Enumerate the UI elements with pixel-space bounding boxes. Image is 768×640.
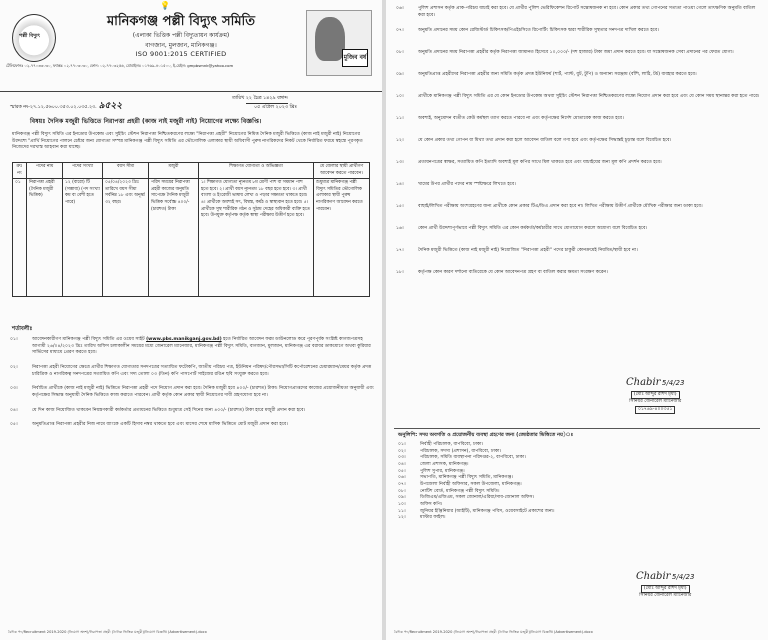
cell-wage: পরিদ সময়ের নিরাপত্তা প্রহরী কাজের অনুমতি সাপেক্ষে দৈনিক মজুরী ভিত্তিক সর্বোচ্চ ৪০০/- (চারশত) টাকা — [149, 179, 199, 297]
condition-text — [32, 337, 374, 357]
condition-text: অনুমতি প্রদানের সময় নিরাপত্তা প্রহরীর কর্তৃক নিরাপত্তা জামানত হিসেবে ১০,০০০/- (দশ হাজার) টাকা জমা প্রদান করতে হবে। যা সন্তোষজনক সেবা প্রদানের পর ফেরত যোগ্য। — [418, 50, 734, 55]
table-row — [13, 179, 370, 297]
condition-number: ০৪। — [10, 407, 18, 413]
condition-text: প্রার্থীকে মানিকগঞ্জ পল্লী বিদ্যুৎ সমিতি এর যে কোন ইনডোর উপকেন্দ্র অথবা সুইচিং স্টেশন নিরাপত্তা নিশ্চিতকরণের লক্ষ্যে নিয়োগ প্রদান করা হবে এবং যে কোন সময় স্থানান্তর করা হতে পারে। — [418, 94, 760, 99]
list-text: পুলিশ সুপার, মানিকগঞ্জ। — [420, 468, 465, 474]
condition-text: কোন প্রার্থী উদ্দেশ্যপূর্ণভাবে পল্লী বিদ্যুৎ সমিতি এর কোন কর্মকর্তা/কর্মচারীর সাথে যোগাযোগ করলে অযোগ্য বলে বিবেচিত হবে। — [418, 226, 648, 231]
condition-number: ১৩। — [396, 160, 404, 165]
condition-number: ১৪। — [396, 182, 404, 187]
list-number: ১১। — [398, 508, 406, 514]
condition-number: ০২। — [10, 364, 18, 370]
iso-certification: ISO 9001:2015 CERTIFIED — [135, 50, 227, 58]
header-district: যে জেলার স্থায়ী প্রার্থীগণ আবেদন করতে পারবেন। — [314, 163, 370, 179]
list-item — [398, 502, 760, 509]
list-number: ০৭। — [398, 481, 406, 487]
condition-item — [396, 116, 760, 136]
list-item — [398, 462, 760, 469]
condition-text-b: হতে নির্ধারিত আবেদন ফরম ডাউনলোড করে পূরণপূর্বক সংশ্লিষ্ট কাগজপত্রসহ আগামী ২৬/০৪/২০২৩ খ্রিঃ তারিখ অফিস চলাকালীন সময়ের মধ্যে জেনারেল ম্যানেজার, মানিকগঞ্জ পল্লী বিদ্যুৎ সমিতি, বাগজান, মুলজান, মানিকগঞ্জ এর বরাবর ডাকযোগে অথবা কুরিয়ার সার্ভিসের মাধ্যমে প্রেরণ করতে হবে। — [32, 337, 371, 356]
table-header-row — [13, 163, 370, 179]
condition-number: ০৫। — [10, 422, 18, 428]
signature-mark: Chabir — [626, 377, 661, 388]
header-wage: মজুরী — [149, 163, 199, 179]
memo-prefix: স্মারক নং-২৭.১২.৫৬০০.৩৫৩.০২.০৩৫.২৩. — [10, 105, 97, 110]
condition-number: ০১। — [10, 337, 18, 342]
list-number: ০৮। — [398, 488, 406, 494]
signatory-phone: ০১৭৬৯-৪০০৩৫১ — [635, 406, 675, 415]
header-age: বয়স সীমা — [103, 163, 149, 179]
portrait-badge: মুজিব বর্ষ — [342, 49, 368, 67]
condition-item — [10, 386, 374, 399]
condition-text-a: আবেদনকারীগণ মানিকগঞ্জ পল্লী বিদ্যুৎ সমিতি এর ওয়েব সাইট — [32, 337, 145, 342]
copy-distribution-list — [398, 442, 760, 522]
advertisement-page-2 — [386, 0, 768, 640]
list-text: নির্বাহী পরিচালক, বাপবিবো, ঢাকা। — [420, 442, 484, 447]
condition-number: ১২। — [396, 138, 404, 143]
list-text: সভাপতি, মানিকগঞ্জ পল্লী বিদ্যুৎ সমিতি, মানিকগঞ্জ। — [420, 475, 514, 481]
signature-block-2 — [636, 570, 694, 600]
list-item — [398, 495, 760, 502]
condition-item — [10, 365, 374, 378]
condition-text: বাছাই/লিখিত পরীক্ষায় অংশগ্রহণের জন্য প্রার্থীকে কোন প্রকার টিএ/ডিএ প্রদান করা হবে না। লিখিত পরীক্ষায় উত্তীর্ণ প্রার্থীকে মৌখিক পরীক্ষার জন্য ডাকা হবে। — [418, 204, 703, 209]
list-text: উপজেলা নির্বাহী অফিসার, সকল উপজেলা, মানিকগঞ্জ। — [420, 481, 522, 487]
condition-item — [396, 6, 760, 26]
list-text: মাস্টার ফাইল। — [420, 515, 446, 521]
list-text: অফিস কপি। — [420, 501, 443, 507]
list-number: ০২। — [398, 448, 406, 454]
condition-number: ১৭। — [396, 248, 404, 253]
cell-age: ০৫/০৪/২০২৩ খ্রিঃ তারিখে বয়স সীমা সর্বনিম্ন ১৮ এবং অনূর্ধ্ব ৩২ বছর। — [103, 179, 149, 297]
file-path-footer: বৈদিক পদ/Recruitment 2019-2020 (নিয়োগ অংশ)/নিরাপত্তা প্রহরী (দৈনিক ভিত্তিক মজুরী)/নিয়োগ বিজ্ঞপ্তি (Advertisement).docx — [394, 630, 593, 634]
date-bangla: ২২ চৈত্র ১৪২৯ বঙ্গাব্দ — [246, 95, 288, 104]
cell-sl: ০১ — [13, 179, 27, 297]
list-number: ০৩। — [398, 455, 406, 461]
bulb-icon: 💡 — [160, 1, 170, 10]
condition-item — [396, 226, 760, 246]
list-item — [398, 509, 760, 516]
signature-scrawl — [626, 376, 684, 391]
header-count: পদের সংখ্যা — [63, 163, 103, 179]
contact-line: টেলিফোনঃ ০২-৭৭০৩৩০৩০, ফ্যাক্সঃ ০২-৭৭০৩০৩০, ফোন: ০২-৭৭০৩২৫৬, মোবাইলঃ ০১৭৬৯-৪০১৫০০, ই-মেইল: gmpbsmnk@yahoo.com — [6, 63, 234, 68]
divider — [394, 428, 760, 429]
condition-number: ০৩। — [10, 386, 18, 392]
condition-text: অনুমতিপ্রাপ্ত প্রহরীদের নিরাপত্তা প্রহরীর জন্য সমিতি কর্তৃক প্রদত্ত ইউনিফর্ম (শার্ট, প্যান্ট, বুট, টুপি) ও অন্যান্য সরঞ্জাম (বাঁশি, লাঠি, টর্চ) ব্যবহার করতে হবে। — [418, 72, 697, 77]
condition-number: ০৬। — [396, 6, 404, 11]
pbs-logo — [12, 14, 56, 62]
condition-text: কর্তৃপক্ষ কোন কারণ দর্শানো ব্যতিরেকে যে কোন আবেদনপত্র গ্রহণ বা বাতিল করার ক্ষমতা সংরক্ষণ করেন। — [418, 270, 608, 275]
condition-number: ১৫। — [396, 204, 404, 209]
condition-item — [396, 50, 760, 70]
organization-address: বাগজান, মুলজান, মানিকগঞ্জ। — [145, 42, 217, 49]
cell-count: ১২ (বারো) টি (সম্ভাব্য) (পদ সংখ্যা কম বা বেশী হতে পারে) — [63, 179, 103, 297]
condition-text: নির্বাচিত প্রার্থীকে (কাজ নাই মজুরী নাই) ভিত্তিতে নিরাপত্তা প্রহরী পদে নিয়োগ প্রদান করা হবে। দৈনিক মজুরী হবে ৪০০/- (চারশত) টাকা। নিয়োগপ্রাপ্তদের কাজের প্রয়োজনীয়তা অনুযায়ী এবং কর্তৃপক্ষের সিদ্ধান্ত অনুযায়ী দৈনিক ভিত্তিতে কাজ করাতে পারবেন। প্রার্থী কর্তৃক কোন প্রকার স্থায়ী নিয়োগের দাবী গ্রহণযোগ্য হবে না। — [32, 386, 374, 398]
file-path-footer: বৈদিক পদ/Recruitment 2019-2020 (নিয়োগ অংশ)/নিরাপত্তা প্রহরী (দৈনিক ভিত্তিক মজুরী)/নিয়োগ বিজ্ঞপ্তি (Advertisement).docx — [8, 630, 207, 634]
condition-item — [10, 408, 374, 415]
intro-paragraph: মানিকগঞ্জ পল্লী বিদ্যুৎ সমিতি এর ইনডোর উপকেন্দ্র এবং সুইচিং স্টেশন নিরাপত্তা নিশ্চিতকরণের লক্ষ্যে "নিরাপত্তা প্রহরী" নিয়োগের নিমিত্ত দৈনিক মজুরী ভিত্তিতে (কাজ নাই মজুরী নাই) নিয়োগের উদ্দেশ্যে "প্রার্থি নিয়োগের পালনে চেষ্টার জন্য যোগ্যতা সম্পন্ন মানিকগঞ্জ পল্লী বিদ্যুৎ সমিতি এর ভৌগোলিক এলাকার স্থায়ী অধিবাসী পুরুষ নাগরিকদের নিকট থেকে নির্ধারিত ফরমে স্বহস্তে পূরণকৃত নিজেদের দরখাস্ত আহবান করা যাচ্ছে। — [12, 132, 363, 151]
cell-district: শুধুমাত্র মানিকগঞ্জ পল্লী বিদ্যুৎ সমিতির ভৌগোলিক এলাকার স্থায়ী পুরুষ নাগরিকগণ আবেদন করতে পারবেন। — [314, 179, 370, 297]
vacancy-table — [12, 162, 370, 297]
signature-block-1 — [626, 376, 684, 414]
list-item — [398, 482, 760, 489]
logo-text: পল্লী বিদ্যুৎ — [19, 33, 41, 39]
condition-item — [396, 72, 760, 92]
organization-name: মানিকগঞ্জ পল্লী বিদ্যুৎ সমিতি — [106, 14, 256, 29]
conditions-title: শর্তাবলীঃ — [12, 326, 33, 332]
list-text: নোটিশ বোর্ড, মানিকগঞ্জ পল্লী বিদ্যুৎ সমিতি। — [420, 488, 500, 494]
list-text: পরিচালক, সমিতি ব্যবস্থাপনা পরিদপ্তর-২, বাপবিবো, ঢাকা। — [420, 455, 526, 461]
condition-text: নিরাপত্তা প্রহরী নিয়োগের ক্ষেত্রে প্রার্থীর শিক্ষাগত যোগ্যতার সনদপত্রের সত্যায়িত ফটোকপি, জাতীয় পরিচয় পত্র, ইউনিয়ন পরিষদ/পৌরসভা/সিটি কর্পোরেশনের চেয়ারম্যান/মেয়র কর্তৃক প্রদত্ত চারিত্রিক ও নাগরিকত্ব সনদপত্রের সত্যায়িত কপি এবং সদ্য তোলা ০৩ (তিন) কপি পাসপোর্ট সাইজের রঙিন ছবি সংযুক্ত করতে হবে। — [32, 364, 372, 377]
signature-scrawl — [636, 570, 694, 585]
signature-mark: Chabir — [636, 571, 671, 582]
conditions-list-continued — [396, 6, 760, 292]
portrait-face — [315, 17, 345, 61]
advertisement-page-1 — [0, 0, 382, 640]
header-sl: ক্রঃ নং — [13, 163, 27, 179]
organization-subtitle: (এলাকা ভিত্তিক পল্লী বিদ্যুতায়ন কার্যক্রম) — [132, 32, 230, 39]
list-item — [398, 515, 760, 522]
letterhead — [0, 0, 382, 92]
condition-item — [396, 160, 760, 180]
list-number: ০৪। — [398, 461, 406, 467]
condition-text: অবশ্যই, অনুমোদন ব্যতীত কেউ কর্মস্থল ত্যাগ করতে পারবে না এবং কর্তৃপক্ষের নির্দেশ মোতাবেক কাজ করতে হবে। — [418, 116, 624, 121]
signature-date: 5/4/23 — [671, 573, 695, 581]
condition-number: ০৭। — [396, 28, 404, 33]
condition-text: পুলিশ প্রশাসন কর্তৃক প্রাক-পরিচয় যাচাই করা হবে। যে প্রার্থীর পুলিশ ভেরিফিকেশন রিপোর্ট সন্তোষজনক না হবে। কোন প্রকার তথ্য গোপনের সত্যতা পাওয়া গেলে তাৎক্ষণিক অনুমতি বাতিল করা হবে। — [418, 6, 756, 18]
list-number: ১০। — [398, 501, 406, 507]
cell-qualification: ১। শিক্ষাগত যোগ্যতা ন্যূনতম ৮ম শ্রেণী পাশ বা সমমান পাশ হতে হবে। ২। প্রার্থী বয়স ন্যূনতম ১৮ বছর হতে হবে। ৩। প্রার্থী বাংলা ও ইংরেজী ভাষায় লেখা ও পড়ার সক্ষমতা থাকতে হবে। ৪। প্রার্থীকে অবশ্যই সৎ, বিশ্বস্ত, কর্মঠ ও স্বাস্থ্যবান হতে হবে। ৫। প্রার্থীকে সুস্থ শারীরিক গঠন ও সুঠাম দেহের অধিকারী ব্যক্তি হতে হবে। উপযুক্ত কর্তৃপক্ষ কর্তৃক স্বাস্থ্য পরীক্ষায় উত্তীর্ণ হতে হবে। — [199, 179, 314, 297]
list-number: ০১। — [398, 442, 406, 447]
condition-item — [396, 204, 760, 224]
subject-line: বিষয়ঃ দৈনিক মজুরী ভিত্তিতে নিরাপত্তা প্রহরী (কাজ নাই মজুরী নাই) নিয়োগের লক্ষ্যে বিজ্ঞপ্তি। — [30, 118, 262, 125]
condition-text: যে দিন কাজ নিয়োজিত থাকবেন নিয়ন্ত্রণকারী কর্মকর্তার প্রত্যয়নের ভিত্তিতে শুধুমাত্র সেই দিনের জন্য ৪০০/- (চারশত) টাকা হারে মজুরী প্রদান করা হবে। — [32, 407, 306, 413]
condition-item — [396, 28, 760, 48]
condition-item — [396, 270, 760, 290]
signature-date: 5/4/23 — [661, 379, 685, 387]
list-number: ১২। — [398, 515, 406, 521]
memo-dates — [232, 95, 297, 112]
list-number: ০৫। — [398, 468, 406, 474]
header-qualification: শিক্ষাগত যোগ্যতা ও অভিজ্ঞতা — [199, 163, 314, 179]
condition-number: ১৮। — [396, 270, 404, 275]
list-item — [398, 442, 760, 449]
condition-number: ১৬। — [396, 226, 404, 231]
signatory-title: সিনিয়র জেনারেল ম্যানেজার — [639, 593, 692, 599]
condition-item — [10, 422, 374, 429]
condition-text: অনুমতিপ্রাপ্ত নিরাপত্তা প্রহরীর নিজ নামে ব্যাংকে একটি হিসাব নম্বর থাকতে হবে এবং মাসের শেষে মাসিক ভিত্তিতে মোট মজুরী প্রদান করা হবে। — [32, 422, 288, 428]
list-text: জুনিয়র ইঞ্জিনিয়ার (আইটি), মানিকগঞ্জ পবিস, ওয়েবসাইটে প্রকাশের জন্য। — [420, 508, 555, 514]
condition-number: ১০। — [396, 94, 404, 99]
website-link[interactable]: (www.pbs.manikganj.gov.bd) — [146, 337, 222, 342]
condition-item — [396, 94, 760, 114]
header-post: পদের নাম — [27, 163, 63, 179]
condition-item — [10, 337, 374, 357]
condition-text: প্রত্যয়নপত্রের স্বাক্ষর, সত্যায়িত কপি ইত্যাদি অবশ্যই মূল কপির সাথে মিল থাকতে হবে এবং যাচাইয়ের জন্য মূল কপি প্রদর্শন করতে হবে। — [418, 160, 662, 165]
signatory-title: সিনিয়র জেনারেল ম্যানেজার — [629, 399, 682, 405]
signatory-name: (মোঃ আব্দুর রশিদ মৃধা) — [631, 391, 680, 400]
condition-number: ০৮। — [396, 50, 404, 55]
signatory-name: (মোঃ আব্দুর রশিদ মৃধা) — [641, 585, 690, 594]
list-text: জেলা প্রশাসক, মানিকগঞ্জ। — [420, 461, 469, 467]
list-item — [398, 475, 760, 482]
list-item — [398, 455, 760, 462]
condition-item — [396, 182, 760, 202]
list-number: ০৯। — [398, 495, 406, 501]
list-text: ডিজিএম/এজিএম, সকল জোনাল/এরিয়া/সাব-জোনাল অফিস। — [420, 495, 535, 501]
condition-item — [396, 138, 760, 158]
condition-number: ০৯। — [396, 72, 404, 77]
condition-item — [396, 248, 760, 268]
conditions-list — [10, 337, 374, 437]
condition-text: খামের উপর প্রার্থীর পদের নাম স্পষ্টাক্ষরে লিখতে হবে। — [418, 182, 516, 187]
memo-reference — [10, 98, 122, 113]
condition-text: দৈনিক মজুরী ভিত্তিতে (কাজ নাই মজুরী নাই) নিয়োজিত "নিরাপত্তা প্রহরী" পদের চাকুরী কোনক্রমেই নিয়মিত/স্থায়ী হবে না। — [418, 248, 638, 253]
cell-post: নিরাপত্তা প্রহরী (দৈনিক মজুরী ভিত্তিক) — [27, 179, 63, 297]
date-english: ০৫ এপ্রিল ২০২৩ খ্রিঃ — [254, 105, 297, 111]
list-text: পরিচালক, সদস্য (প্রশাসন), বাপবিবো, ঢাকা। — [420, 448, 502, 454]
condition-text: অনুমতি প্রদানের সময় কোন রেজিস্টার্ড চিকিৎসক/পিএইচসিতে রিপোর্টিং চিকিৎসক দ্বারা শারীরিক সুস্থতার সনদপত্র দাখিল করতে হবে। — [418, 28, 659, 33]
memo-number: ৯৫২২ — [98, 101, 123, 111]
date-label: তারিখ — [232, 96, 245, 101]
condition-number: ১১। — [396, 116, 404, 121]
condition-text: যে কোন প্রকার তথ্য গোপন বা মিথ্যা তথ্য প্রদান করা হলে আবেদন বাতিল বলে গণ্য হবে এবং কর্তৃপক্ষের সিদ্ধান্তই চূড়ান্ত বলে বিবেচিত হবে। — [418, 138, 672, 143]
copy-distribution-title: অনুলিপি: সদয় অবগতি ও প্রয়োজনীয় ব্যবস্থা গ্রহণের জন্য (জ্যেষ্ঠতার ভিত্তিতে নয়)ঃ — [398, 432, 574, 438]
list-number: ০৬। — [398, 475, 406, 481]
